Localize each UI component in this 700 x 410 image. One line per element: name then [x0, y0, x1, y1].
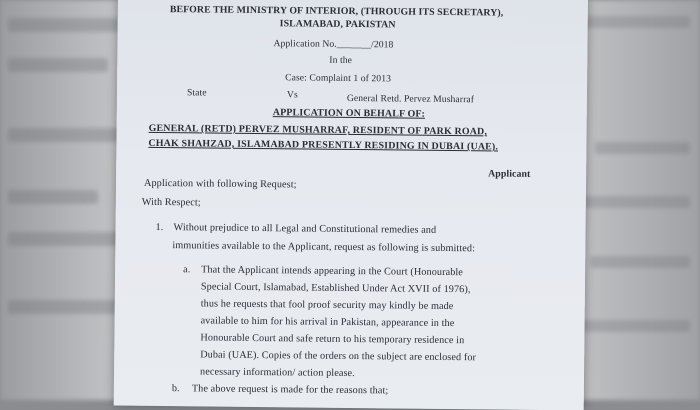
header-line-1: BEFORE THE MINISTRY OF INTERIOR, (THROUGH ITS SECRETARY),	[169, 4, 504, 19]
point-b-line-1: The above request is made for the reasons that;	[191, 383, 389, 397]
party-versus: Vs	[286, 89, 298, 101]
point-a-line-6: Dubai (UAE). Copies of the orders on the subject are enclosed for	[200, 349, 477, 364]
point-a-line-2: Special Court, Islamabad, Established Under Act XVII of 1976),	[200, 281, 471, 296]
point-a-line-4: available to him for his arrival in Pakistan, appearance in the	[200, 315, 455, 330]
application-number: Application No._______/2018	[273, 38, 394, 51]
request-intro: Application with following Request;	[143, 177, 297, 191]
point-a-line-7: necessary information/ action please.	[199, 366, 355, 380]
point-a-line-3: thus he requests that fool proof security may kindly be made	[200, 298, 454, 313]
in-the-text: In the	[329, 54, 353, 66]
point-1-line-2: immunities available to the Applicant, request as following is submitted:	[172, 240, 476, 255]
applicant-label: Applicant	[488, 168, 531, 180]
case-number: Case: Complaint 1 of 2013	[285, 72, 392, 85]
point-a-label: a.	[183, 264, 191, 276]
document-page	[114, 0, 588, 410]
point-b-label: b.	[171, 383, 180, 395]
with-respect: With Respect;	[141, 196, 201, 209]
point-a-line-1: That the Applicant intends appearing in the Court (Honourable	[201, 264, 464, 279]
party-respondent: General Retd. Pervez Musharraf	[346, 92, 475, 106]
party-state: State	[186, 87, 207, 99]
applicant-description-line-1: GENERAL (RETD) PERVEZ MUSHARRAF, RESIDENT OF PARK ROAD,	[148, 122, 488, 138]
point-a-line-5: Honourable Court and safe return to his temporary residence in	[200, 332, 465, 347]
applicant-description-line-2: CHAK SHAHZAD, ISLAMABAD PRESENTLY RESIDING IN DUBAI (UAE).	[148, 137, 499, 153]
header-line-2: ISLAMABAD, PAKISTAN	[279, 18, 396, 31]
point-1-line-1: Without prejudice to all Legal and Constitutional remedies and	[173, 222, 437, 236]
point-1-number: 1.	[155, 221, 164, 234]
application-title: APPLICATION ON BEHALF OF:	[272, 107, 426, 120]
